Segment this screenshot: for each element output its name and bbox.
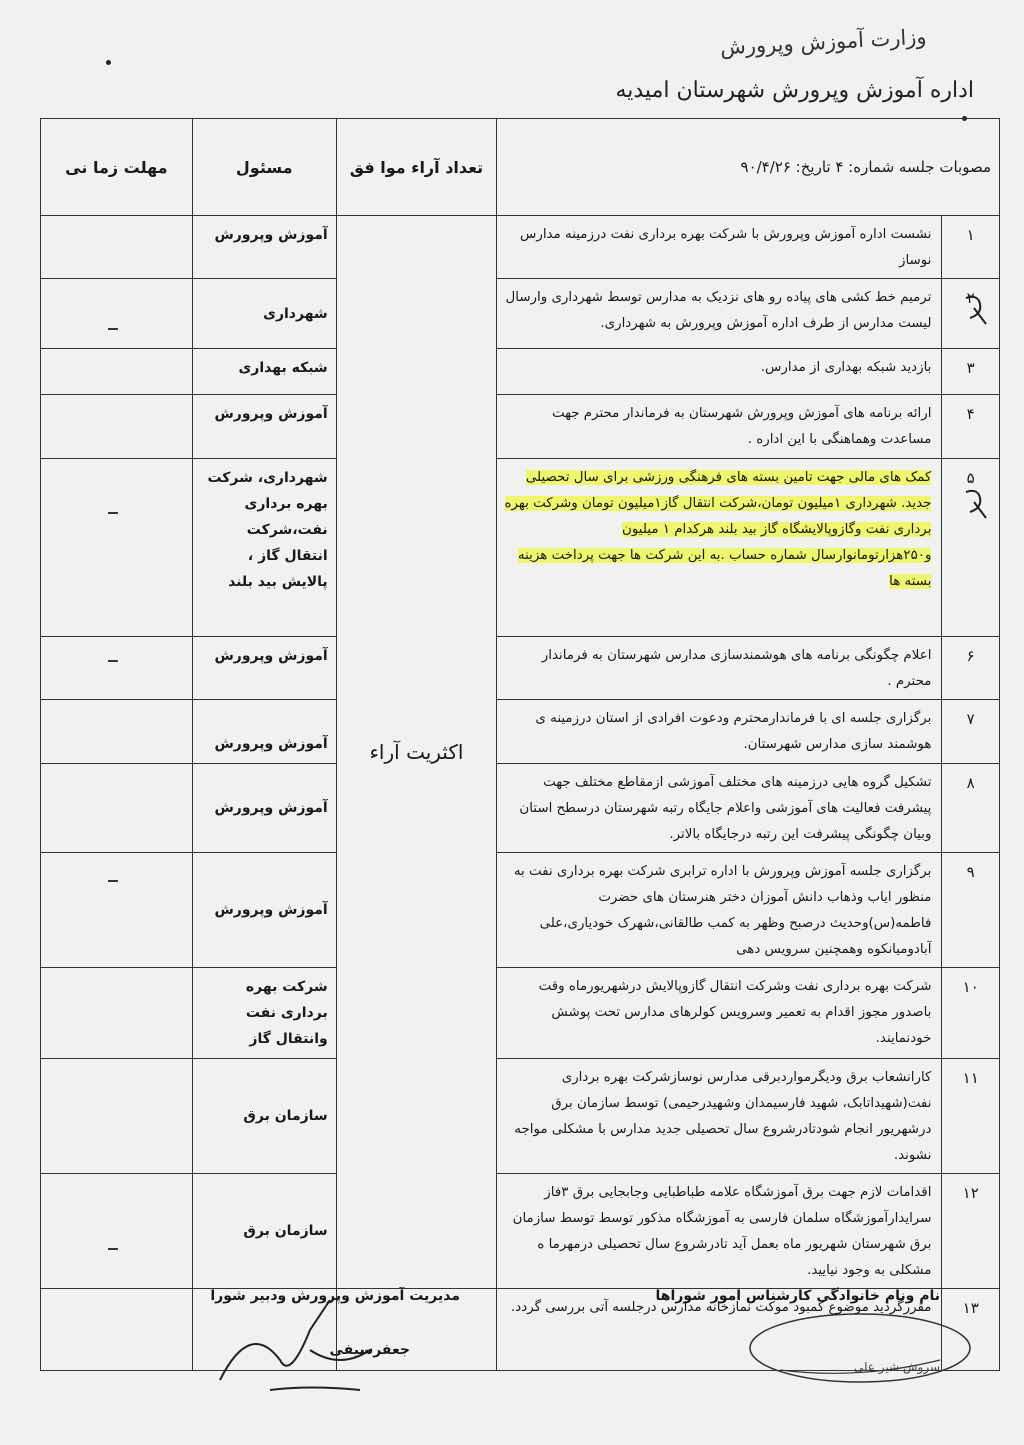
row-number: ۱۰ (942, 968, 1000, 1059)
row-text: تشکیل گروه هایی درزمینه های مختلف آموزشی ازمقاطع مختلف جهت پیشرفت فعالیت های آموزشی واعلام جایگاه رتبه شهرستان درسطح استان وبیان چگونگی پیشرفت این رتبه درجایگاه بالاتر. (497, 764, 942, 853)
row-deadline (41, 637, 193, 700)
director-signature-label: مدیریت آموزش وپرورش ودبیر شورا (210, 1288, 460, 1304)
director-name: جعفرسیفی (329, 1342, 410, 1358)
highlighted-text: کمک های مالی جهت تامین بسته های فرهنگی ورزشی برای سال تحصیلی جدید. شهرداری ۱میلیون تومان،شرکت انتقال گاز۱میلیون تومان وشرکت بهره برداری نفت وگازوپالایشگاه گاز بید بلند هرکدام ۱ میلیون و۲۵۰هزارتومانوارسال شماره حساب .به این شرکت ها جهت پرداخت هزینه بسته ها (504, 470, 932, 589)
votes-header: تعداد آراء موا فق (336, 119, 497, 216)
row-deadline (41, 349, 193, 395)
table-row (41, 279, 1000, 349)
hole-mark (106, 60, 111, 65)
checkmark-icon (960, 480, 990, 524)
row-number: ۹ (942, 853, 1000, 968)
margin-dash (108, 512, 118, 514)
row-number: ۱۲ (942, 1174, 1000, 1289)
row-deadline (41, 279, 193, 349)
row-responsible: شبکه بهداری (192, 349, 336, 395)
row-deadline (41, 395, 193, 459)
row-responsible: آموزش وپرورش (192, 764, 336, 853)
row-text (497, 459, 942, 637)
row-responsible: آموزش وپرورش (192, 216, 336, 279)
table-row (41, 853, 1000, 968)
director-signature (210, 1290, 380, 1400)
margin-dash (108, 1248, 118, 1250)
row-responsible: آموزش وپرورش (192, 395, 336, 459)
row-deadline (41, 1059, 193, 1174)
row-text: مقررگردید موضوع کمبود موکت نمازخانه مدارس درجلسه آتی بررسی گردد. (497, 1289, 942, 1371)
row-text: شرکت بهره برداری نفت وشرکت انتقال گازوپالایش درشهریورماه وقت باصدور مجوز اقدام به تعمیر وسرویس کولرهای مدارس تحت پوشش خودنمایند. (497, 968, 942, 1059)
row-text: نشست اداره آموزش وپرورش با شرکت بهره برداری نفت درزمینه مدارس نوساز (497, 216, 942, 279)
row-deadline (41, 764, 193, 853)
row-text: برگزاری جلسه آموزش وپرورش با اداره ترابری شرکت بهره برداری نفت به منظور ایاب وذهاب دانش آموزان دختر هنرستان های حضرت فاطمه(س)وحدیث درصبح وظهر به کمب طالقانی،شهرک خودیاری،علی آبادومیانکوه وهمچنین سرویس دهی (497, 853, 942, 968)
row-responsible: شهرداری، شرکت بهره برداری نفت،شرکت انتقال گاز ، پالایش بید بلند (192, 459, 336, 637)
margin-dash (108, 328, 118, 330)
table-row (41, 700, 1000, 764)
row-deadline (41, 216, 193, 279)
row-number: ۱۱ (942, 1059, 1000, 1174)
row-deadline (41, 968, 193, 1059)
row-deadline (41, 700, 193, 764)
row-number: ۸ (942, 764, 1000, 853)
ministry-header: وزارت آموزش وپرورش (719, 24, 928, 60)
table-row (41, 637, 1000, 700)
row-number: ۲ (942, 279, 1000, 349)
table-row (41, 395, 1000, 459)
margin-dash (108, 660, 118, 662)
resolutions-table (40, 118, 1000, 1371)
votes-cell (336, 216, 497, 1289)
row-responsible: آموزش وپرورش (192, 853, 336, 968)
table-row (41, 968, 1000, 1059)
margin-dash (108, 880, 118, 882)
table-row (41, 1059, 1000, 1174)
responsible-header: مسئول (192, 119, 336, 216)
office-header: اداره آموزش وپرورش شهرستان امیدیه (615, 78, 974, 103)
table-row (41, 216, 1000, 279)
row-text: کارانشعاب برق ودیگرمواردبرقی مدارس نوسازشرکت بهره برداری نفت(شهیداتابک، شهید فارسیمدان وشهیدرحیمی) توسط سازمان برق درشهریور انجام شودتادرشروع سال تحصیلی جدید مدارس با مشکلی مواجه نشوند. (497, 1059, 942, 1174)
row-number: ۱۳ (942, 1289, 1000, 1371)
row-responsible: آموزش وپرورش (192, 637, 336, 700)
row-number: ۴ (942, 395, 1000, 459)
row-number: ۷ (942, 700, 1000, 764)
votes-value: اکثریت آراء (369, 740, 464, 764)
row-text: اعلام چگونگی برنامه های هوشمندسازی مدارس شهرستان به فرماندار محترم . (497, 637, 942, 700)
signatures-area (40, 1280, 1000, 1410)
row-text: ترمیم خط کشی های پیاده رو های نزدیک به مدارس توسط شهرداری وارسال لیست مدارس از طرف اداره آموزش وپرورش به شهرداری. (497, 279, 942, 349)
row-text: بازدید شبکه بهداری از مدارس. (497, 349, 942, 395)
table-row (41, 764, 1000, 853)
expert-signature (740, 1300, 980, 1400)
table-header-row (41, 119, 1000, 216)
meeting-title: مصوبات جلسه شماره: ۴ تاریخ: ۹۰/۴/۲۶ (497, 119, 1000, 216)
table-row (41, 1174, 1000, 1289)
row-responsible: شهرداری (192, 279, 336, 349)
row-responsible: شرکت بهره برداری نفت وانتقال گاز (192, 968, 336, 1059)
row-number: ۱ (942, 216, 1000, 279)
row-responsible: سازمان برق (192, 1059, 336, 1174)
row-deadline (41, 459, 193, 637)
row-deadline (41, 853, 193, 968)
row-text: ارائه برنامه های آموزش وپرورش شهرستان به فرماندار محترم جهت مساعدت وهماهنگی با این اداره . (497, 395, 942, 459)
row-number: ۵ (942, 459, 1000, 637)
checkmark-icon (960, 286, 990, 330)
row-responsible: آموزش وپرورش (192, 700, 336, 764)
expert-name: سروش شیر علی (853, 1360, 940, 1374)
row-text: اقدامات لازم جهت برق آموزشگاه علامه طباطبایی وجابجایی برق ۳فاز سرایدارآموزشگاه سلمان فارسی به آموزشگاه مذکور توسط توسط سازمان برق شهرستان شهریور ماه بعمل آید تادرشروع سال تحصیلی درمهرما ه مشکلی به وجود نیایید. (497, 1174, 942, 1289)
row-responsible: سازمان برق (192, 1174, 336, 1289)
deadline-header: مهلت زما نی (41, 119, 193, 216)
row-text: برگزاری جلسه ای با فرماندارمحترم ودعوت افرادی از استان درزمینه ی هوشمند سازی مدارس شهرستان. (497, 700, 942, 764)
table-row (41, 349, 1000, 395)
expert-signature-label: نام ونام خانوادگی کارشناس امور شوراها (655, 1288, 940, 1304)
row-deadline (41, 1174, 193, 1289)
table-row (41, 459, 1000, 637)
row-number: ۶ (942, 637, 1000, 700)
row-number: ۳ (942, 349, 1000, 395)
